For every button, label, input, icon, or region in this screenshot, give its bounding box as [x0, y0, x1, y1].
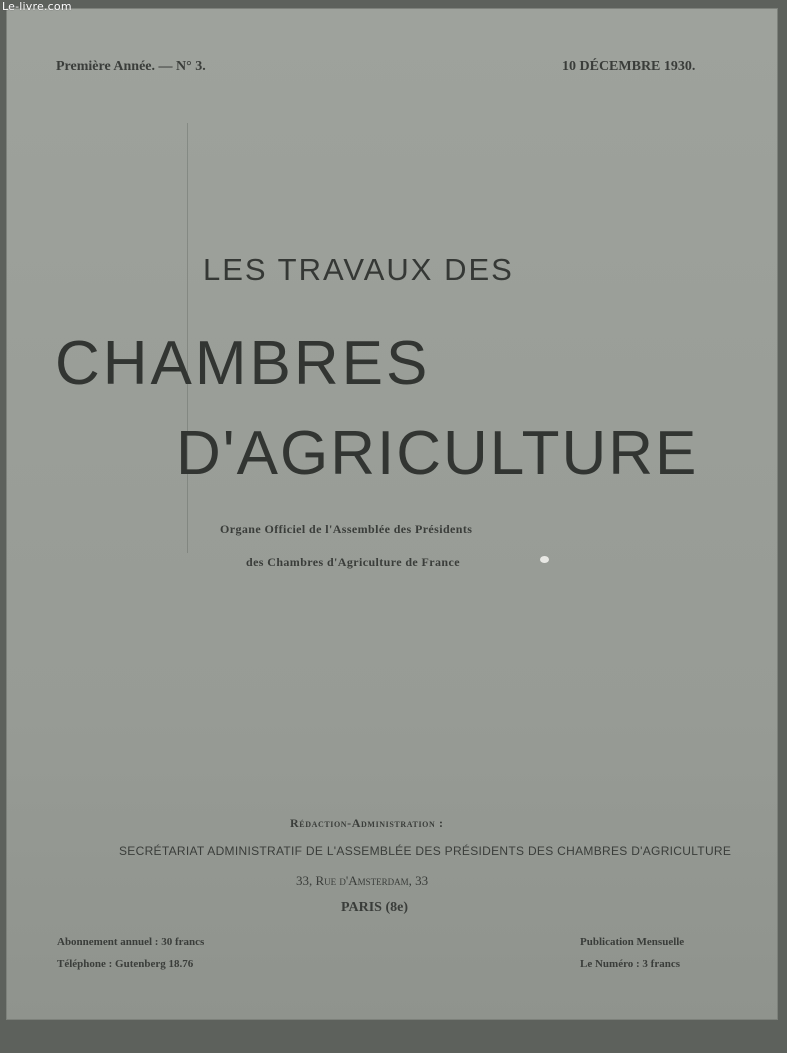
administration-label: Rédaction-Administration :: [290, 816, 444, 830]
issue-price: Le Numéro : 3 francs: [580, 958, 680, 970]
title-line-2: CHAMBRES: [55, 329, 431, 398]
watermark-text: Le-livre.com: [2, 0, 72, 13]
issue-date: 10 DÉCEMBRE 1930.: [562, 59, 696, 74]
city-line: PARIS (8e): [341, 900, 409, 915]
subscription-price: Abonnement annuel : 30 francs: [57, 936, 205, 948]
secretariat-line: SECRÉTARIAT ADMINISTRATIF DE L'ASSEMBLÉE DES PRÉSIDENTS DES CHAMBRES D'AGRICULTURE: [119, 844, 732, 858]
title-line-1: LES TRAVAUX DES: [203, 252, 514, 287]
subtitle-line-2: des Chambres d'Agriculture de France: [246, 555, 460, 569]
publication-frequency: Publication Mensuelle: [580, 936, 685, 948]
magazine-cover: [6, 8, 778, 1020]
address-line: 33, Rue d'Amsterdam, 33: [296, 873, 429, 888]
issue-number: Première Année. — N° 3.: [56, 59, 206, 74]
telephone-number: Téléphone : Gutenberg 18.76: [57, 958, 194, 970]
subtitle-line-1: Organe Officiel de l'Assemblée des Présidents: [220, 522, 473, 536]
paper-speck: [540, 556, 549, 563]
title-line-3: D'AGRICULTURE: [176, 419, 699, 488]
